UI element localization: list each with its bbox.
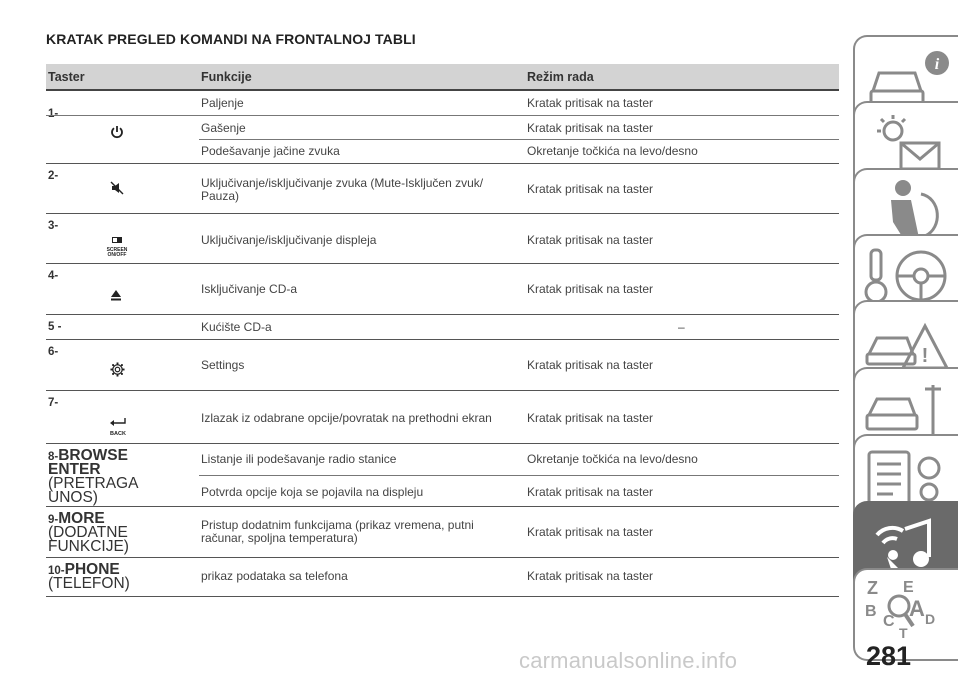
- row-key: 7-: [48, 397, 59, 409]
- table-row: [46, 444, 839, 507]
- function-text: Isključivanje CD-a: [201, 282, 298, 296]
- svg-text:i: i: [934, 56, 940, 73]
- row-key-description: (DODATNE FUNKCIJE): [48, 524, 129, 555]
- row-key: 4-: [48, 270, 59, 282]
- settings-gear-icon: [110, 362, 125, 382]
- sub-row: [46, 140, 839, 163]
- row-key-button: BROWSE ENTER: [48, 447, 128, 478]
- function-text: Gašenje: [201, 121, 246, 135]
- svg-text:!: !: [921, 345, 929, 367]
- sub-row: [46, 91, 839, 116]
- row-key: 6-: [48, 346, 59, 358]
- mode-text: Kratak pritisak na taster: [527, 411, 654, 425]
- row-key-description: (PRETRAGA UNOS): [48, 475, 138, 506]
- table-row: [46, 91, 839, 164]
- function-text: Podešavanje jačine zvuka: [201, 144, 340, 158]
- svg-text:A: A: [909, 596, 925, 621]
- sub-row: [199, 476, 839, 506]
- function-text: Potvrda opcije koja se pojavila na displeju: [201, 485, 424, 499]
- row-key-button: PHONE: [64, 561, 120, 578]
- table-row: [46, 558, 839, 597]
- svg-text:E: E: [903, 579, 914, 596]
- row-key: [48, 563, 148, 591]
- screen-onoff-label-1: SCREEN: [106, 247, 128, 253]
- row-key-number: 10-: [48, 565, 65, 577]
- mode-text: –: [678, 320, 685, 334]
- function-text: Kućište CD-a: [201, 320, 272, 334]
- back-icon-label: BACK: [110, 431, 126, 437]
- mode-text: Kratak pritisak na taster: [527, 525, 654, 539]
- alphabetical-index-icon: [863, 576, 951, 640]
- table-header: [46, 64, 839, 91]
- screen-onoff-icon: [106, 230, 128, 258]
- row-key: 1-: [48, 108, 59, 120]
- function-text: Listanje ili podešavanje radio stanice: [201, 452, 397, 466]
- table-row: [46, 315, 839, 340]
- function-text: Paljenje: [201, 96, 244, 110]
- svg-text:B: B: [865, 603, 877, 620]
- table-row: [46, 391, 839, 444]
- controls-table: [46, 64, 839, 597]
- svg-text:D: D: [925, 611, 936, 627]
- row-key: 3-: [48, 220, 59, 232]
- mode-text: Okretanje točkića na levo/desno: [527, 144, 698, 158]
- screen-onoff-label-2: ON/OFF: [107, 252, 127, 258]
- page-number: 281: [866, 641, 912, 671]
- table-row: [46, 264, 839, 315]
- sub-row: [199, 444, 839, 476]
- mode-text: Kratak pritisak na taster: [527, 358, 654, 372]
- row-key: [48, 512, 148, 554]
- header-rezim-rada: Režim rada: [527, 70, 594, 84]
- svg-text:T: T: [899, 625, 908, 640]
- row-key-number: 8-: [48, 451, 59, 463]
- table-row: [46, 507, 839, 558]
- mode-text: Kratak pritisak na taster: [527, 96, 654, 110]
- page-title: KRATAK PREGLED KOMANDI NA FRONTALNOJ TABLI: [46, 31, 416, 47]
- table-row: [46, 214, 839, 264]
- mode-text: Kratak pritisak na taster: [527, 233, 654, 247]
- back-icon: [106, 413, 130, 437]
- row-key: 5 -: [48, 321, 62, 333]
- sub-row: [199, 116, 839, 140]
- mute-icon: [110, 181, 124, 200]
- mode-text: Kratak pritisak na taster: [527, 282, 654, 296]
- header-funkcije: Funkcije: [201, 70, 252, 84]
- function-text: Uključivanje/isključivanje zvuka (Mute-Isključen zvuk/ Pauza): [201, 176, 484, 203]
- svg-text:C: C: [883, 613, 895, 630]
- mode-text: Kratak pritisak na taster: [527, 485, 654, 499]
- function-text: prikaz podataka sa telefona: [201, 569, 348, 583]
- function-text: Izlazak iz odabrane opcije/povratak na prethodni ekran: [201, 411, 492, 425]
- eject-icon: [110, 288, 122, 306]
- row-key: [48, 449, 148, 505]
- mode-text: Okretanje točkića na levo/desno: [527, 452, 698, 466]
- mode-text: Kratak pritisak na taster: [527, 121, 654, 135]
- row-key-description: (TELEFON): [48, 575, 130, 592]
- row-key: 2-: [48, 170, 59, 182]
- svg-text:Z: Z: [867, 578, 878, 598]
- mode-text: Kratak pritisak na taster: [527, 569, 654, 583]
- table-row: [46, 340, 839, 391]
- header-taster: Taster: [48, 70, 85, 84]
- row-key-button: MORE: [58, 510, 105, 527]
- table-row: [46, 164, 839, 214]
- function-text: Uključivanje/isključivanje displeja: [201, 233, 377, 247]
- function-text: Pristup dodatnim funkcijama (prikaz vremena, putni računar, spoljna temperatura): [201, 518, 474, 545]
- mode-text: Kratak pritisak na taster: [527, 182, 654, 196]
- watermark: carmanualsonline.info: [519, 648, 738, 673]
- function-text: Settings: [201, 358, 245, 372]
- row-key-number: 9-: [48, 514, 59, 526]
